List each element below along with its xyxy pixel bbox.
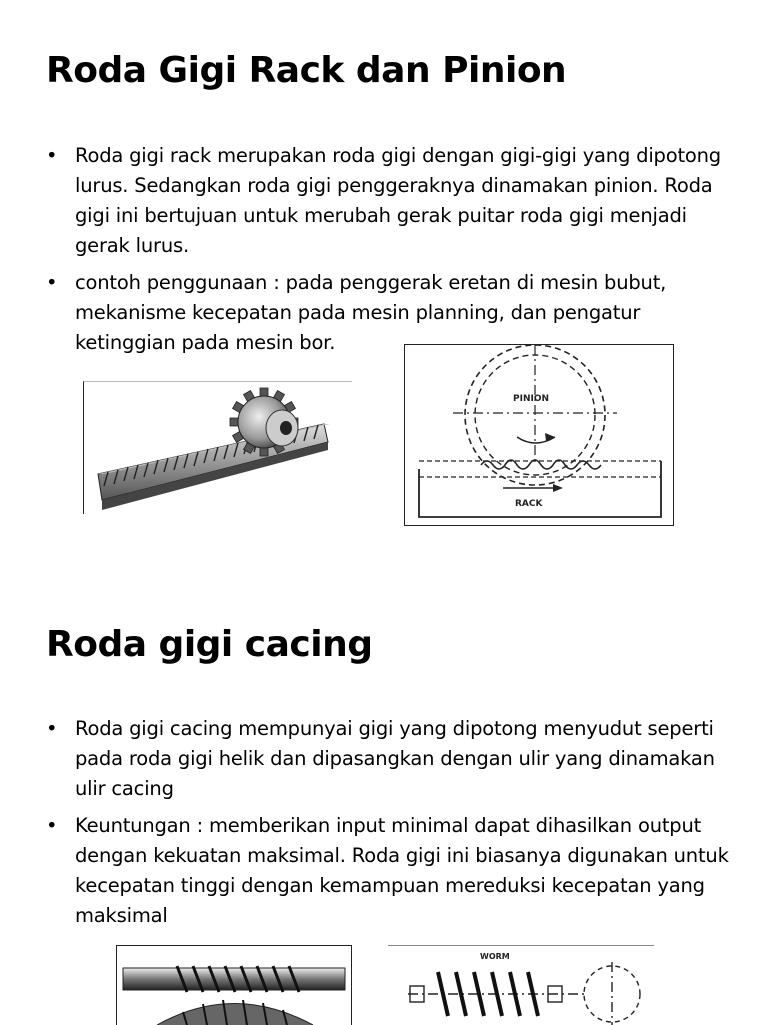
bullet-list-rack-pinion bbox=[46, 141, 736, 365]
rack-pinion-photo bbox=[83, 381, 352, 514]
pinion-label: PINION bbox=[513, 394, 550, 404]
worm-gear-illustration bbox=[117, 946, 351, 1025]
rack-label: RACK bbox=[515, 499, 543, 509]
bullet-list-worm-gear bbox=[46, 714, 736, 938]
rack-pinion-schematic bbox=[405, 345, 673, 525]
worm-gear-diagram bbox=[388, 945, 654, 1025]
worm-gear-photo bbox=[116, 945, 352, 1025]
worm-gear-schematic bbox=[388, 946, 654, 1025]
worm-label: WORM bbox=[480, 952, 510, 961]
rack-pinion-diagram bbox=[404, 344, 674, 526]
bullet-item: • contoh penggunaan : pada penggerak eretan di mesin bubut, mekanisme kecepatan pada mesin planning, dan pengatur ketinggian pada mesin bor. bbox=[46, 268, 736, 358]
section-title-rack-pinion: Roda Gigi Rack dan Pinion bbox=[46, 50, 567, 91]
bullet-item: • Keuntungan : memberikan input minimal dapat dihasilkan output dengan kekuatan maksimal. Roda gigi ini biasanya digunakan untuk kecepatan tinggi dengan kemampuan mereduksi kecepatan yang maksimal bbox=[46, 811, 736, 931]
bullet-item: • Roda gigi rack merupakan roda gigi dengan gigi-gigi yang dipotong lurus. Sedangkan roda gigi penggeraknya dinamakan pinion. Roda gigi ini bertujuan untuk merubah gerak puitar roda gigi menjadi gerak lurus. bbox=[46, 141, 736, 261]
bullet-item: • Roda gigi cacing mempunyai gigi yang dipotong menyudut seperti pada roda gigi helik dan dipasangkan dengan ulir yang dinamakan ulir cacing bbox=[46, 714, 736, 804]
rack-gear-illustration bbox=[84, 382, 352, 514]
section-title-worm-gear: Roda gigi cacing bbox=[46, 624, 373, 665]
